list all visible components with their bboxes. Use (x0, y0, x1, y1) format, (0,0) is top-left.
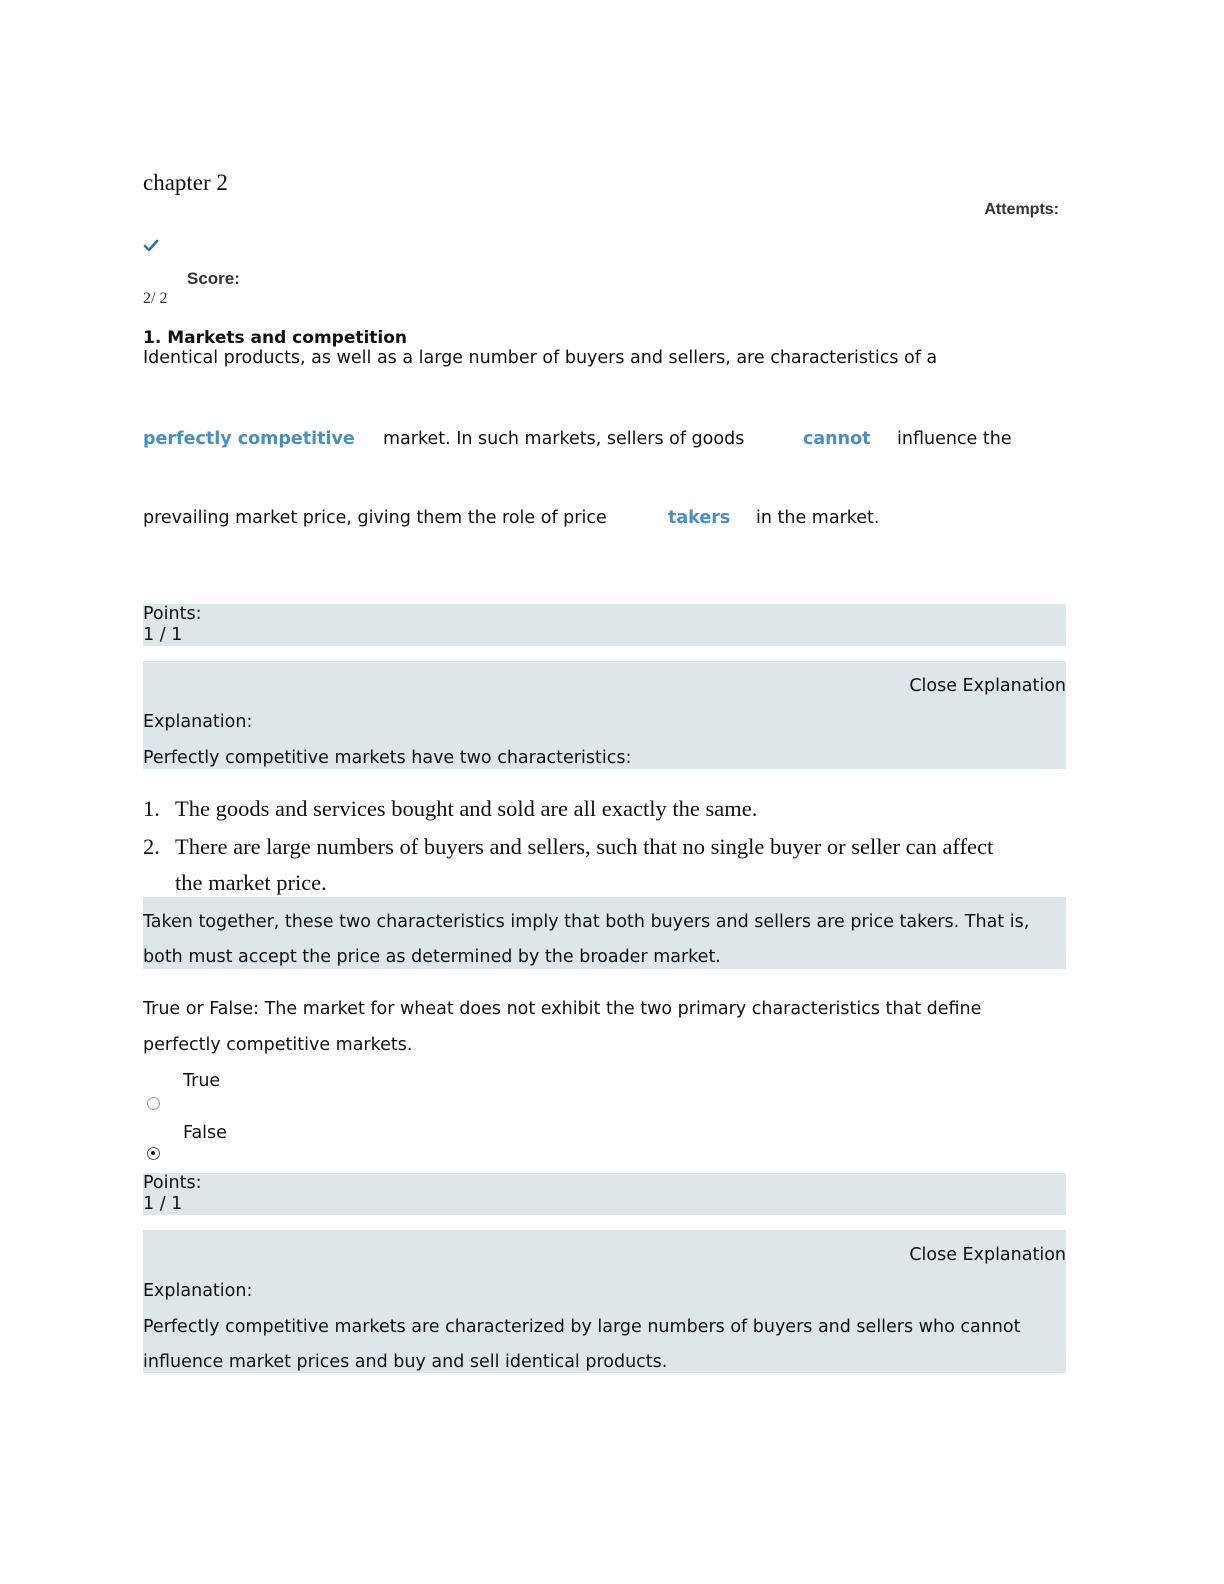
points-label: Points: (143, 1173, 202, 1193)
explanation-summary-panel (143, 897, 1066, 969)
list-item-text: The goods and services bought and sold are all exactly the same. (175, 796, 758, 821)
list-item-text: There are large numbers of buyers and sellers, such that no single buyer or seller can affect (175, 834, 994, 859)
checkmark-icon (143, 238, 159, 254)
fill-blank-answer-3[interactable]: takers (668, 508, 731, 528)
option-true-radio[interactable] (147, 1097, 160, 1110)
points-value: 1 / 1 (143, 1194, 183, 1214)
points-value: 1 / 1 (143, 625, 183, 645)
option-true-label: True (183, 1071, 221, 1091)
list-item (143, 791, 1066, 827)
question-title: 1. Markets and competition (143, 328, 408, 348)
page-title: chapter 2 (143, 170, 228, 195)
list-item-number: 1. (143, 796, 160, 821)
question-text-line2-end: influence the (897, 429, 1012, 449)
question-text-line3: prevailing market price, giving them the role of price (143, 508, 607, 528)
close-explanation-button[interactable]: Close Explanation (909, 1245, 1066, 1265)
explanation-panel (143, 661, 1066, 769)
points-panel (143, 604, 1066, 646)
question2-prompt-line1: True or False: The market for wheat does not exhibit the two primary characteristics that define (143, 999, 982, 1019)
fill-blank-answer-1[interactable]: perfectly competitive (143, 429, 355, 449)
list-item-text-continued: the market price. (175, 870, 327, 895)
explanation-summary-line1: Taken together, these two characteristics imply that both buyers and sellers are price takers. That is, (143, 912, 1030, 932)
close-explanation-button[interactable]: Close Explanation (909, 676, 1066, 696)
fill-blank-answer-2[interactable]: cannot (803, 429, 871, 449)
score-value: 2/ 2 (143, 290, 168, 307)
question-text-line2: market. In such markets, sellers of goods (383, 429, 745, 449)
characteristics-list (143, 791, 1066, 901)
explanation-panel (143, 1230, 1066, 1373)
question-text-line3-end: in the market. (756, 508, 880, 528)
option-false-label: False (183, 1123, 227, 1143)
explanation-text-line2: influence market prices and buy and sell identical products. (143, 1352, 668, 1372)
question-text-line1: Identical products, as well as a large number of buyers and sellers, are characteristics of a (143, 348, 938, 368)
explanation-label: Explanation: (143, 712, 253, 732)
explanation-text-line1: Perfectly competitive markets are characterized by large numbers of buyers and sellers who cannot (143, 1317, 1021, 1337)
list-item (143, 829, 1066, 901)
question2-prompt-line2: perfectly competitive markets. (143, 1035, 413, 1055)
explanation-label: Explanation: (143, 1281, 253, 1301)
attempts-label: Attempts: (984, 201, 1059, 218)
points-label: Points: (143, 604, 202, 624)
list-item-number: 2. (143, 834, 160, 859)
option-false-radio[interactable] (147, 1147, 160, 1160)
points-panel (143, 1173, 1066, 1215)
explanation-intro: Perfectly competitive markets have two characteristics: (143, 748, 632, 768)
score-label: Score: (187, 269, 240, 288)
explanation-summary-line2: both must accept the price as determined by the broader market. (143, 947, 721, 967)
